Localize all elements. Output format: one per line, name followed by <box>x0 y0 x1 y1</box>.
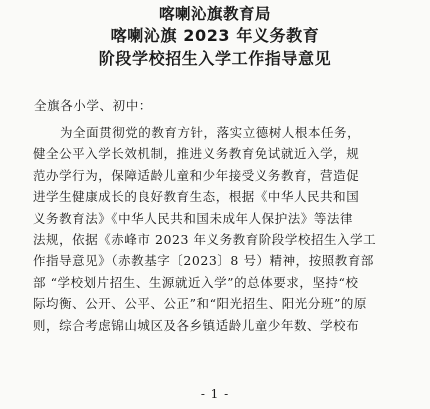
document-title-line-1: 喀喇沁旗 2023 年义务教育 <box>110 26 320 45</box>
body-line: 则，综合考虑锦山城区及各乡镇适龄儿童少年数、学校布 <box>33 317 360 333</box>
body-line: 部 “学校划片招生、生源就近入学”的总体要求，坚持“校 <box>33 274 359 290</box>
body-text <box>33 122 401 336</box>
body-line: 作指导意见》（赤教基字〔2023〕8 号）精神，按照教育部 <box>33 253 374 269</box>
body-line: 际均衡、公开、公平、公正”和“阳光招生、阳光分班”的原 <box>33 296 368 312</box>
document-title-line-2: 阶段学校招生入学工作指导意见 <box>98 49 332 68</box>
body-line: 健全公平入学长效机制，推进义务教育免试就近入学，规 <box>33 146 360 162</box>
body-line: 义务教育法》《中华人民共和国未成年人保护法》等法律 <box>33 210 354 226</box>
issuer-name: 喀喇沁旗教育局 <box>158 5 271 23</box>
document-header <box>0 4 430 70</box>
salutation: 全旗各小学、初中： <box>34 98 152 113</box>
body-line: 进学生健康成长的良好教育生态，根据《中华人民共和国 <box>33 189 360 205</box>
page-number: - 1 - <box>200 387 230 401</box>
body-line: 法规，依据《赤峰市 2023 年义务教育阶段学校招生入学工 <box>33 232 377 248</box>
body-line: 为全面贯彻党的教育方针，落实立德树人根本任务， <box>60 125 361 140</box>
body-line: 范办学行为，保障适龄儿童和少年接受义务教育，营造促 <box>33 167 360 183</box>
